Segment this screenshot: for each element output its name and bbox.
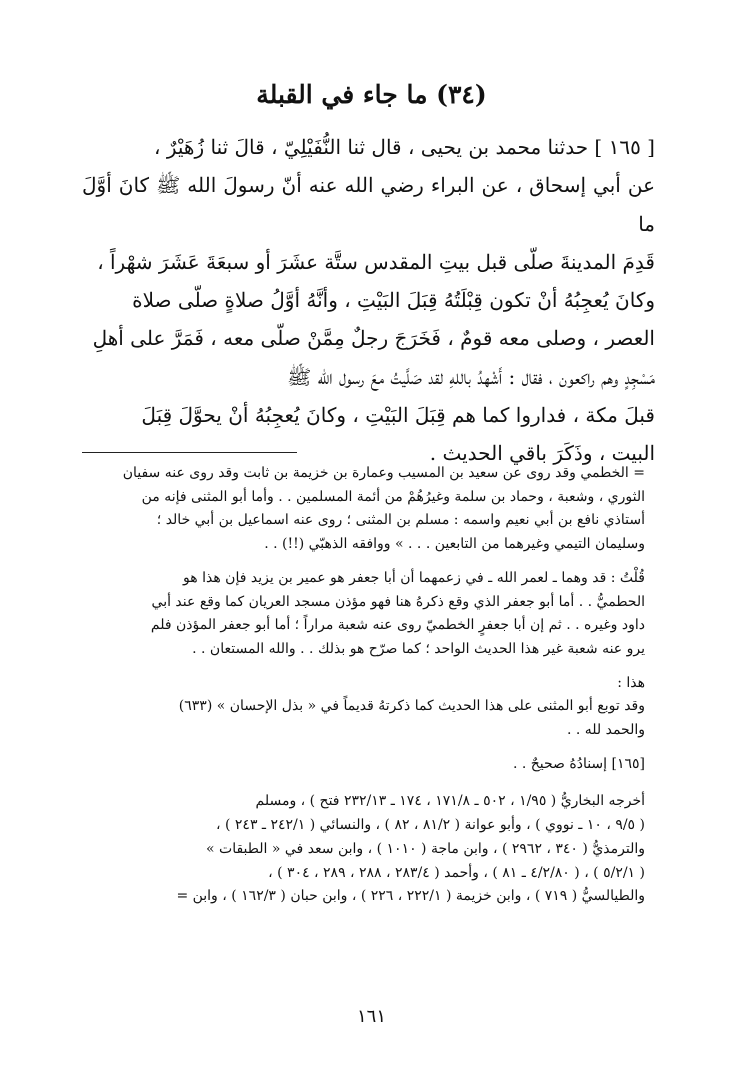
takhrij-line: ( ٩/٥ ، ١٠ ـ نووي ) ، وأبو عوانة ( ٨١/٢ ، ٨٢ ) ، والنسائي ( ٢٤٢/١ ـ ٢٤٣ ) ،	[216, 817, 645, 834]
grading-line: [١٦٥] إسنادُهُ صحيحٌ . .	[512, 755, 645, 772]
footnote-line: أستاذي نافع بن أبي نعيم واسمه : مسلم بن المثنى ؛ روى عنه اسماعيل بن أبي خالد ؛	[156, 512, 645, 529]
hadha-line: والحمد لله . .	[566, 722, 645, 739]
hadha-line: هذا :	[617, 674, 645, 691]
spacer	[82, 743, 645, 753]
spacer	[82, 776, 645, 790]
spacer	[82, 662, 645, 672]
hadith-line: قبلَ مكة ، فداروا كما هم قِبَلَ البَيْتِ ، وكانَ يُعجِبُهُ أنْ يحوَّلَ قِبَلَ	[141, 403, 655, 428]
hadith-text	[82, 128, 655, 473]
takhrij-line: والترمذيُّ ( ٣٤٠ ، ٢٩٦٢ ) ، وابن ماجة ( ١٠١٠ ) ، وابن سعد في « الطبقات »	[206, 840, 645, 857]
page-number: ١٦١	[356, 1006, 386, 1027]
hadith-line: قَدِمَ المدينةَ صلّى قبل بيتِ المقدس ستَّة عشَرَ أو سبعَةَ عَشَرَ شهْراً ،	[97, 249, 655, 274]
footnotes	[82, 462, 645, 909]
chapter-title: (٣٤) ما جاء في القبلة	[256, 80, 487, 109]
footnote-line: الثوري ، وشعبة ، وحماد بن سلمة وغيرُهُمْ من أئمة المسلمين . . وأما أبو المثنى فإنه من	[141, 488, 645, 505]
takhrij-line: ( ٥/٢/١ ) ، ( ٤/٢/٨٠ ـ ٨١ ) ، وأحمد ( ٢٨٣/٤ ، ٢٨٨ ، ٢٨٩ ، ٣٠٤ ) ،	[268, 864, 645, 881]
hadha-line: وقد توبع أبو المثنى على هذا الحديث كما ذكرتهُ قديماً في « بذل الإحسان » (٦٣٣)	[178, 698, 645, 715]
hadith-line: عن أبي إسحاق ، عن البراء رضي الله عنه أنّ رسولَ الله ﷺ كانَ أوَّلَ ما	[82, 173, 655, 236]
hadith-line: وكانَ يُعجِبُهُ أنْ تكون قِبْلَتُهُ قِبَلَ البَيْتِ ، وأنَّهُ أوَّلُ صلاةٍ صلّى صلاة	[132, 288, 655, 313]
takhrij-line: أخرجه البخاريُّ ( ١/٩٥ ، ٥٠٢ ـ ١٧١/٨ ، ١٧٤ ـ ٢٣٢/١٣ فتح ) ، ومسلم	[255, 793, 645, 810]
qultu-line: الحطميُّ . . أما أبو جعفر الذي وقع ذكرهُ هنا فهو مؤذن مسجد العريان كما وقع عند أبي	[151, 593, 645, 610]
qultu-line: داود وغيره . . ثم إن أبا جعفرٍ الخطميّ روى عنه شعبة مراراً ؛ أما أبو جعفر المؤذن فلم	[150, 617, 645, 634]
hadith-line: العصر ، وصلى معه قومٌ ، فَخَرَجَ رجلٌ مِمَّنْ صلّى معه ، فَمَرَّ على أهلِ	[92, 326, 655, 351]
spacer	[82, 557, 645, 567]
qultu-line: يرو عنه شعبة غير هذا الحديث الواحد ؛ كما صرّح هو بذلك . . والله المستعان . .	[192, 640, 645, 657]
hadith-line: [ ١٦٥ ] حدثنا محمد بن يحيى ، قال ثنا النُّفَيْلِيّ ، قالَ ثنا زُهَيْرٌ ،	[154, 135, 655, 159]
footnote-line: وسليمان التيمي وغيرهما من التابعين . . . » ووافقه الذهبّي (!!) . .	[264, 536, 645, 553]
footnote-divider	[82, 452, 297, 453]
footnote-line: = الخطمي وقد روى عن سعيد بن المسيب وعمارة بن خزيمة بن ثابت وقد روى عنه سفيان	[122, 465, 645, 481]
qultu-line: قُلْتُ : قد وهما ـ لعمر الله ـ في زعمهما أن أبا جعفر هو عمير بن يزيد فإن هذا هو	[183, 569, 645, 586]
takhrij-line: والطيالسيُّ ( ٧١٩ ) ، وابن خزيمة ( ٢٢٢/١ ، ٢٢٦ ) ، وابن حبان ( ١٦٢/٣ ) ، وابن =	[176, 888, 645, 905]
hadith-line: البيت ، وذَكَرَ باقي الحديث .	[429, 441, 655, 466]
hadith-line: مَسْجِدٍ وهم راكعون ، فقال : أَشْهدُ باللهِ لقد صَلَّيتُ معَ رسول الله ﷺ	[287, 364, 655, 389]
